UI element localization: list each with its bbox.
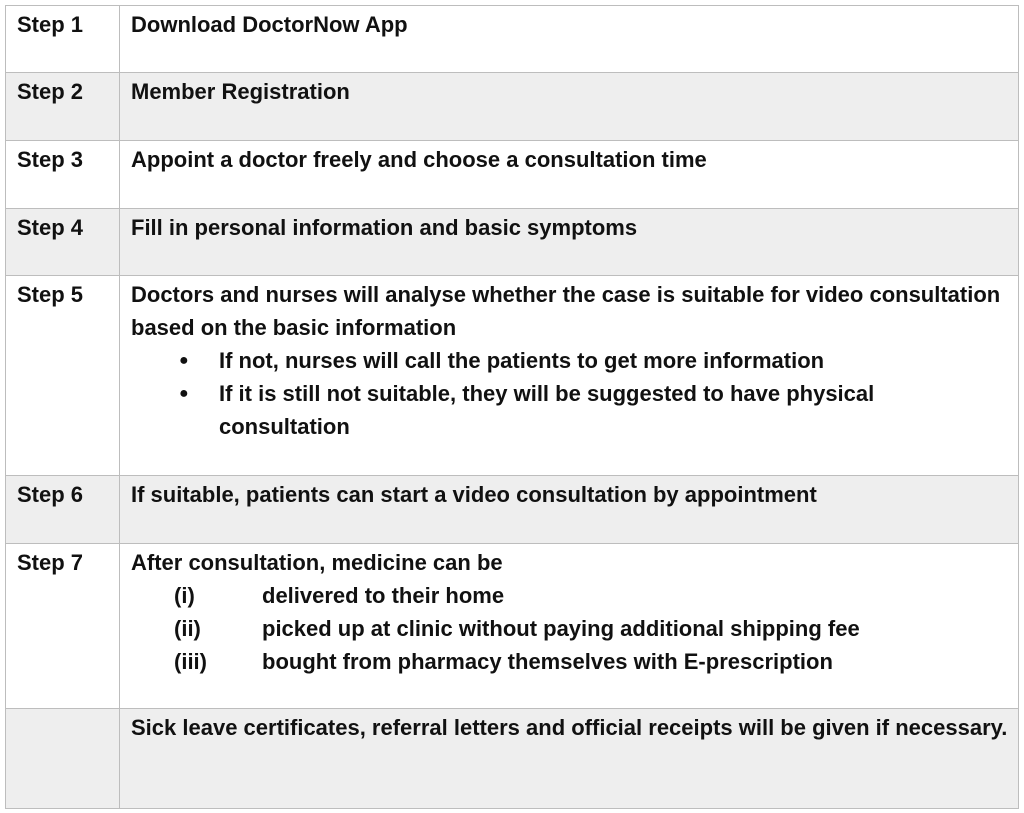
table-row	[6, 209, 1019, 276]
bullet-text: If it is still not suitable, they will be suggested to have physical consultation	[219, 381, 875, 439]
option-text: delivered to their home	[262, 583, 505, 608]
step-label: Step 3	[6, 141, 120, 209]
step-description: If suitable, patients can start a video consultation by appointment	[120, 476, 1019, 544]
bullet-icon: ●	[179, 352, 189, 369]
option-list	[131, 579, 1008, 678]
step-description: Doctors and nurses will analyse whether the case is suitable for video consultation based on the basic information	[131, 282, 1001, 340]
step-label	[6, 709, 120, 809]
step-description-cell	[120, 544, 1019, 709]
step-label: Step 4	[6, 209, 120, 276]
step-description: Member Registration	[120, 73, 1019, 141]
step-description: Download DoctorNow App	[120, 6, 1019, 73]
steps-table	[5, 5, 1019, 809]
step-description: Sick leave certificates, referral letters and official receipts will be given if necessary.	[120, 709, 1019, 809]
list-item	[174, 645, 1008, 678]
bullet-list	[131, 344, 1008, 443]
list-item	[174, 579, 1008, 612]
list-item	[174, 612, 1008, 645]
table-row	[6, 709, 1019, 809]
option-text: bought from pharmacy themselves with E-prescription	[262, 649, 833, 674]
option-number: (i)	[174, 583, 195, 608]
table-row	[6, 476, 1019, 544]
step-label: Step 6	[6, 476, 120, 544]
table-row	[6, 6, 1019, 73]
bullet-icon: ●	[179, 385, 189, 402]
step-description: Appoint a doctor freely and choose a consultation time	[120, 141, 1019, 209]
step-label: Step 1	[6, 6, 120, 73]
step-label: Step 5	[6, 276, 120, 476]
step-label: Step 7	[6, 544, 120, 709]
option-number: (iii)	[174, 649, 207, 674]
option-number: (ii)	[174, 616, 201, 641]
option-text: picked up at clinic without paying additional shipping fee	[262, 616, 860, 641]
step-description: After consultation, medicine can be	[131, 550, 503, 575]
step-label: Step 2	[6, 73, 120, 141]
step-description-cell	[120, 276, 1019, 476]
step-description: Fill in personal information and basic symptoms	[120, 209, 1019, 276]
table-row	[6, 544, 1019, 709]
list-item	[177, 344, 1008, 377]
table-row	[6, 141, 1019, 209]
table-row	[6, 73, 1019, 141]
list-item	[177, 377, 1008, 443]
bullet-text: If not, nurses will call the patients to get more information	[219, 348, 825, 373]
table-row	[6, 276, 1019, 476]
